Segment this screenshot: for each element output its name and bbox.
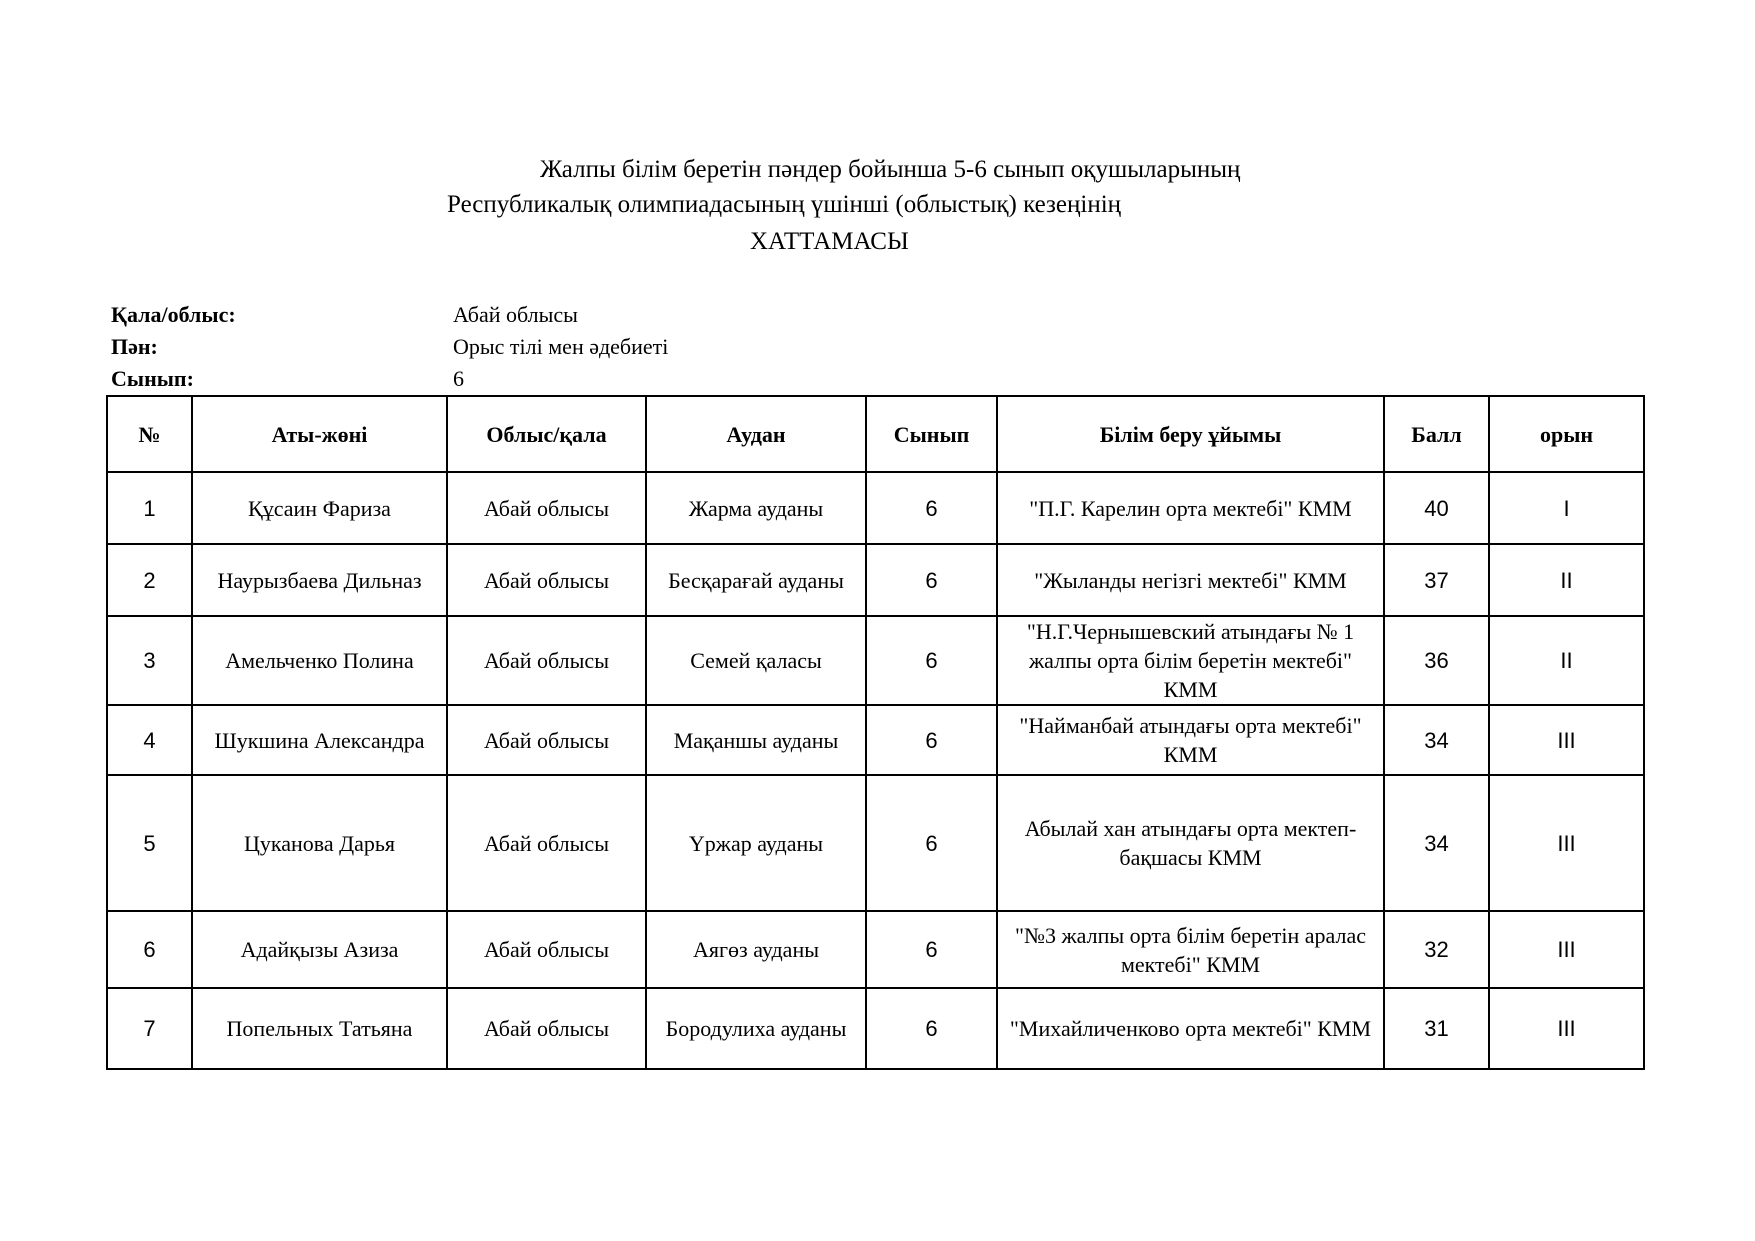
cell-number: 6 <box>107 911 192 988</box>
cell-place: I <box>1489 472 1644 544</box>
cell-score: 31 <box>1384 988 1489 1069</box>
title-line-1: Жалпы білім беретін пәндер бойынша 5-6 сынып оқушыларының <box>540 156 1241 183</box>
cell-name: Құсаин Фариза <box>192 472 447 544</box>
cell-number: 1 <box>107 472 192 544</box>
cell-number: 5 <box>107 775 192 911</box>
cell-region: Абай облысы <box>447 988 646 1069</box>
column-header-number: № <box>107 396 192 472</box>
cell-region: Абай облысы <box>447 544 646 616</box>
column-header-grade: Сынып <box>866 396 997 472</box>
cell-number: 3 <box>107 616 192 705</box>
cell-name: Шукшина Александра <box>192 705 447 775</box>
column-header-region: Облыс/қала <box>447 396 646 472</box>
cell-district: Үржар ауданы <box>646 775 866 911</box>
cell-name: Попельных Татьяна <box>192 988 447 1069</box>
grade-label: Сынып: <box>111 366 194 391</box>
column-header-name: Аты-жөні <box>192 396 447 472</box>
cell-school: "Найманбай атындағы орта мектебі" КММ <box>997 705 1384 775</box>
cell-school: "Н.Г.Чернышевский атындағы № 1 жалпы орта білім беретін мектебі" КММ <box>997 616 1384 705</box>
table-header-row <box>107 396 1644 472</box>
cell-name: Амельченко Полина <box>192 616 447 705</box>
cell-region: Абай облысы <box>447 705 646 775</box>
cell-school: Абылай хан атындағы орта мектеп-бақшасы КММ <box>997 775 1384 911</box>
cell-grade: 6 <box>866 705 997 775</box>
column-header-score: Балл <box>1384 396 1489 472</box>
region-label: Қала/облыс: <box>111 302 236 327</box>
cell-score: 36 <box>1384 616 1489 705</box>
cell-district: Бесқарағай ауданы <box>646 544 866 616</box>
cell-score: 37 <box>1384 544 1489 616</box>
cell-grade: 6 <box>866 472 997 544</box>
table-row <box>107 775 1644 911</box>
cell-grade: 6 <box>866 616 997 705</box>
table-row <box>107 544 1644 616</box>
cell-place: II <box>1489 616 1644 705</box>
cell-place: II <box>1489 544 1644 616</box>
cell-score: 34 <box>1384 775 1489 911</box>
cell-number: 2 <box>107 544 192 616</box>
cell-name: Цуканова Дарья <box>192 775 447 911</box>
cell-school: "Жыланды негізгі мектебі" КММ <box>997 544 1384 616</box>
cell-score: 32 <box>1384 911 1489 988</box>
table-row <box>107 472 1644 544</box>
cell-school: "П.Г. Карелин орта мектебі" КММ <box>997 472 1384 544</box>
cell-number: 4 <box>107 705 192 775</box>
grade-value: 6 <box>453 366 464 391</box>
cell-name: Наурызбаева Дильназ <box>192 544 447 616</box>
column-header-district: Аудан <box>646 396 866 472</box>
subject-label: Пән: <box>111 334 158 359</box>
cell-grade: 6 <box>866 544 997 616</box>
cell-grade: 6 <box>866 988 997 1069</box>
cell-region: Абай облысы <box>447 616 646 705</box>
table-row <box>107 616 1644 705</box>
cell-name: Адайқызы Азиза <box>192 911 447 988</box>
table-row <box>107 988 1644 1069</box>
table-row <box>107 911 1644 988</box>
cell-grade: 6 <box>866 775 997 911</box>
cell-region: Абай облысы <box>447 472 646 544</box>
cell-place: III <box>1489 775 1644 911</box>
cell-place: III <box>1489 988 1644 1069</box>
cell-district: Семей қаласы <box>646 616 866 705</box>
cell-district: Бородулиха ауданы <box>646 988 866 1069</box>
results-table <box>106 395 1645 1070</box>
table-row <box>107 705 1644 775</box>
cell-district: Мақаншы ауданы <box>646 705 866 775</box>
cell-school: "Михайличенково орта мектебі" КММ <box>997 988 1384 1069</box>
cell-region: Абай облысы <box>447 775 646 911</box>
cell-region: Абай облысы <box>447 911 646 988</box>
title-line-2: Республикалық олимпиадасының үшінші (облыстық) кезеңінің <box>447 191 1122 218</box>
column-header-place: орын <box>1489 396 1644 472</box>
document-title: ХАТТАМАСЫ <box>750 228 909 255</box>
column-header-school: Білім беру ұйымы <box>997 396 1384 472</box>
cell-place: III <box>1489 705 1644 775</box>
region-value: Абай облысы <box>453 302 578 327</box>
cell-number: 7 <box>107 988 192 1069</box>
cell-district: Жарма ауданы <box>646 472 866 544</box>
cell-score: 34 <box>1384 705 1489 775</box>
cell-district: Аягөз ауданы <box>646 911 866 988</box>
cell-grade: 6 <box>866 911 997 988</box>
cell-school: "№3 жалпы орта білім беретін аралас мектебі" КММ <box>997 911 1384 988</box>
subject-value: Орыс тілі мен әдебиеті <box>453 334 669 359</box>
cell-score: 40 <box>1384 472 1489 544</box>
cell-place: III <box>1489 911 1644 988</box>
